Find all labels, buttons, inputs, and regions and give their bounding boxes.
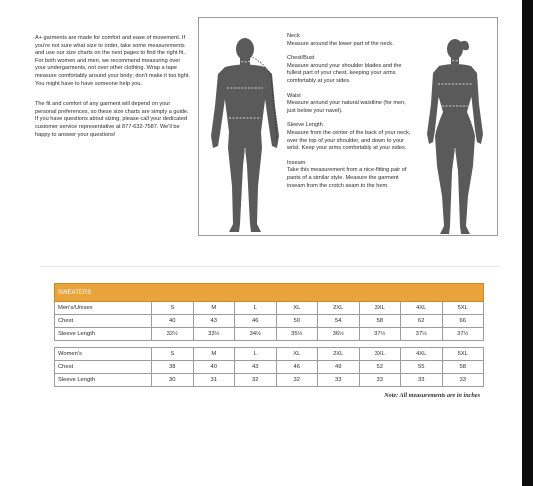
- measurement-definitions: [287, 33, 412, 197]
- header-cell: 5XL: [442, 348, 484, 361]
- table-cell: 52: [359, 361, 401, 374]
- header-cell: M: [193, 348, 235, 361]
- table-cell: 37½: [401, 328, 443, 341]
- table-cell: 33: [318, 374, 360, 387]
- waist-term: Waist: [287, 92, 301, 99]
- neck-term: Neck: [287, 33, 300, 39]
- chest-desc: Measure around your shoulder blades and the fullest part of your chest, keeping your arms comfortably at your sides.: [287, 62, 402, 84]
- table-cell: 33: [359, 374, 401, 387]
- header-cell: M: [193, 302, 235, 315]
- waist-desc: Measure around your natural waistline (for men, just below your navel).: [287, 100, 406, 114]
- right-edge-bar: [522, 0, 533, 486]
- table-cell: 46: [276, 361, 318, 374]
- table-title: SWEATERS: [55, 284, 484, 302]
- header-cell: XL: [276, 348, 318, 361]
- header-cell: L: [235, 302, 277, 315]
- table-cell: 43: [193, 315, 235, 328]
- header-cell: 3XL: [359, 348, 401, 361]
- table-title-bar: [55, 284, 484, 302]
- womens-header-row: [55, 348, 484, 361]
- header-cell: S: [152, 302, 194, 315]
- row-label: Sleeve Length: [55, 374, 152, 387]
- header-cell: 4XL: [401, 302, 443, 315]
- neck-desc: Measure around the lower part of the neck.: [287, 40, 394, 47]
- table-cell: 50: [276, 315, 318, 328]
- table-cell: 40: [193, 361, 235, 374]
- header-cell: 5XL: [442, 302, 484, 315]
- table-cell: 33½: [193, 328, 235, 341]
- table-cell: 58: [442, 361, 484, 374]
- table-row: [55, 328, 484, 341]
- table-cell: 40: [152, 315, 194, 328]
- intro-text: [35, 35, 190, 152]
- table-row: [55, 315, 484, 328]
- inseam-desc: Take this measurement from a nice-fitting pair of pants of a similar style. Measure the garment inseam from the crotch seam to the hem.: [287, 167, 407, 189]
- table-cell: 32½: [152, 328, 194, 341]
- womens-header-label: Women's: [55, 348, 152, 361]
- table-cell: 32: [235, 374, 277, 387]
- section-divider: [40, 266, 500, 267]
- table-cell: 43: [235, 361, 277, 374]
- row-label: Chest: [55, 361, 152, 374]
- table-cell: 62: [401, 315, 443, 328]
- table-cell: 37½: [442, 328, 484, 341]
- table-gap-row: [55, 341, 484, 348]
- male-silhouette: [205, 36, 285, 241]
- table-row: [55, 361, 484, 374]
- table-cell: 36½: [318, 328, 360, 341]
- chest-term: Chest/Bust: [287, 55, 315, 62]
- header-cell: 2XL: [318, 348, 360, 361]
- intro-paragraph-1: A+ garments are made for comfort and ease of movement. If you're not sure what size to order, take some measurements and use our size charts on the next pages to find the right fit. For both women and men, we recommend measuring over your undergarments, not over other clothing. Wrap a tape measure comfortably around your body; don't make it too tight. You might have to have someone help you.: [35, 35, 190, 87]
- table-cell: 32: [276, 374, 318, 387]
- header-cell: 3XL: [359, 302, 401, 315]
- table-cell: 33: [401, 374, 443, 387]
- table-cell: 54: [318, 315, 360, 328]
- table-cell: 34½: [235, 328, 277, 341]
- header-cell: L: [235, 348, 277, 361]
- row-label: Sleeve Length: [55, 328, 152, 341]
- inseam-term: Inseam: [287, 159, 306, 166]
- table-cell: 35½: [276, 328, 318, 341]
- size-chart-table: [54, 283, 484, 387]
- header-cell: 4XL: [401, 348, 443, 361]
- table-cell: 30: [152, 374, 194, 387]
- table-row: [55, 374, 484, 387]
- table-cell: 46: [235, 315, 277, 328]
- table-cell: 37½: [359, 328, 401, 341]
- mens-header-label: Men's/Unisex: [55, 302, 152, 315]
- header-cell: S: [152, 348, 194, 361]
- header-cell: XL: [276, 302, 318, 315]
- intro-paragraph-2: The fit and comfort of any garment will depend on your personal preferences, so these size charts are simply a guide. If you have questions about sizing, please call your dedicated customer service representative at 877-632-7587. We'll be happy to answer your questions!: [35, 101, 189, 138]
- mens-header-row: [55, 302, 484, 315]
- table-cell: 55: [401, 361, 443, 374]
- table-cell: 58: [359, 315, 401, 328]
- table-cell: 66: [442, 315, 484, 328]
- female-silhouette: [415, 36, 495, 241]
- measurement-note: Note: All measurements are in inches: [384, 392, 480, 399]
- table-cell: 38: [152, 361, 194, 374]
- row-label: Chest: [55, 315, 152, 328]
- header-cell: 2XL: [318, 302, 360, 315]
- sleeve-desc: Measure from the center of the back of your neck, over the top of your shoulder, and down to your wrist. Keep your arms comfortably at your sides.: [287, 129, 411, 152]
- table-cell: 31: [193, 374, 235, 387]
- sleeve-term: Sleeve Length: [287, 122, 323, 129]
- table-cell: 49: [318, 361, 360, 374]
- table-cell: 33: [442, 374, 484, 387]
- gap-cell: [55, 341, 484, 348]
